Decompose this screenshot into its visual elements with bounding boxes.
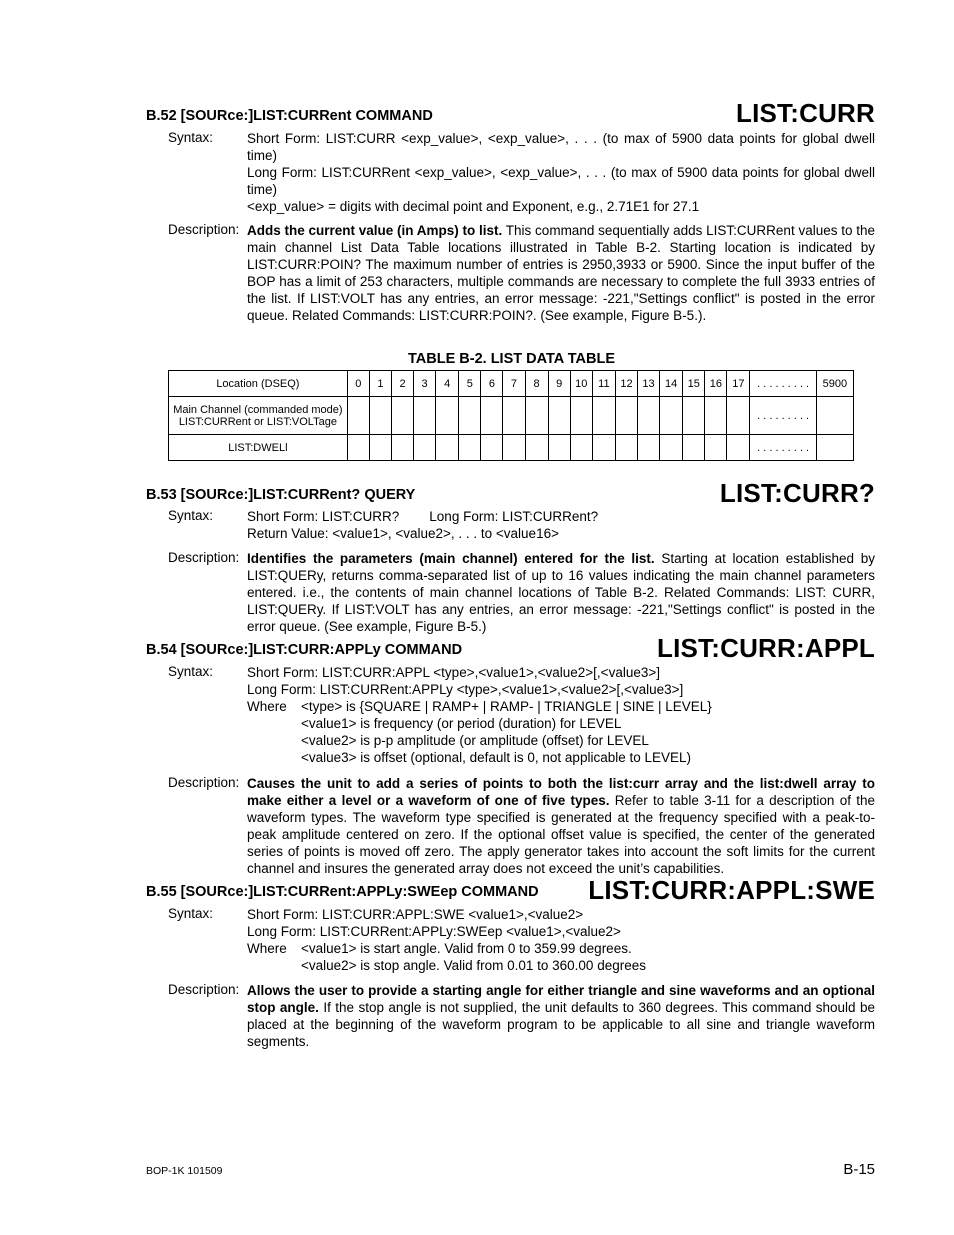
b52-description-label: Description: <box>168 222 240 237</box>
b55-description-body: If the stop angle is not supplied, the unit defaults to 360 degrees. This command should be placed at the beginning of the waveform program to be applicable to all sine and triangle waveform segments. <box>247 1000 875 1049</box>
table-col-header: 15 <box>683 371 705 397</box>
b52-exp-value: <exp_value> = digits with decimal point and Exponent, e.g., 2.71E1 for 27.1 <box>247 199 700 214</box>
table-cell <box>481 435 503 461</box>
b54-description <box>247 775 875 877</box>
table-col-header: 0 <box>347 371 369 397</box>
table-col-header: 8 <box>525 371 548 397</box>
table-cell <box>459 435 481 461</box>
list-data-table <box>168 370 854 461</box>
table-row-main-channel-label <box>169 397 348 435</box>
section-b54-heading: B.54 [SOURce:]LIST:CURR:APPLy COMMAND <box>146 642 463 658</box>
b53-syntax-label: Syntax: <box>168 508 214 523</box>
table-cell <box>548 435 570 461</box>
b53-description-lead: Identifies the parameters (main channel) entered for the list. <box>247 551 655 566</box>
table-col-header-ellipsis: . . . . . . . . . <box>750 371 816 397</box>
table-col-header: 10 <box>570 371 592 397</box>
table-cell <box>459 397 481 435</box>
section-b55-title: LIST:CURR:APPL:SWE <box>588 875 875 905</box>
table-col-header: 12 <box>615 371 637 397</box>
table-col-header: 16 <box>705 371 727 397</box>
b52-long-form: Long Form: LIST:CURRent <exp_value>, <exp_value>, . . . (to max of 5900 data points for global dwell time) <box>247 165 875 197</box>
table-cell <box>592 435 615 461</box>
b54-where-label: Where <box>247 699 287 714</box>
b53-description-label: Description: <box>168 550 240 565</box>
b53-syntax-forms: Short Form: LIST:CURR? Long Form: LIST:CURRent? <box>247 509 599 524</box>
table-cell <box>436 435 459 461</box>
b55-where-label: Where <box>247 941 287 956</box>
table-cell <box>503 397 525 435</box>
table-b2-title: TABLE B-2. LIST DATA TABLE <box>408 351 616 367</box>
table-col-header: 11 <box>592 371 615 397</box>
table-cell <box>548 397 570 435</box>
b55-description-lead: Allows the user to provide a starting angle for either triangle and sine waveforms and an optional stop angle. <box>247 983 875 1015</box>
section-b54-title: LIST:CURR:APPL <box>656 633 875 663</box>
table-cell <box>391 397 413 435</box>
table-col-header: 5900 <box>816 371 853 397</box>
b55-description <box>247 982 875 1050</box>
table-cell <box>347 397 369 435</box>
table-col-header: 14 <box>660 371 683 397</box>
table-col-header: 7 <box>503 371 525 397</box>
table-row-main-channel <box>169 397 854 435</box>
b52-description-lead: Adds the current value (in Amps) to list. <box>247 223 503 238</box>
b52-syntax-label: Syntax: <box>168 130 214 145</box>
b54-long-form: Long Form: LIST:CURRent:APPLy <type>,<value1>,<value2>[,<value3>] <box>247 682 684 697</box>
table-cell <box>683 397 705 435</box>
b54-where-value1: <value1> is frequency (or period (duration) for LEVEL <box>301 716 622 731</box>
table-cell-ellipsis: . . . . . . . . . <box>750 435 816 461</box>
table-col-header: 5 <box>459 371 481 397</box>
table-cell <box>660 435 683 461</box>
table-cell <box>391 435 413 461</box>
table-cell <box>369 397 391 435</box>
table-col-header: 13 <box>638 371 660 397</box>
table-col-header: 9 <box>548 371 570 397</box>
table-col-header: 6 <box>481 371 503 397</box>
table-cell <box>727 435 750 461</box>
table-col-header: 2 <box>391 371 413 397</box>
row-label-line: LIST:CURRent or LIST:VOLTage <box>178 415 337 428</box>
b52-description-body: This command sequentially adds LIST:CURRent values to the main channel List Data Table locations illustrated in Table B-2. Starting location is indicated by LIST:CURR:POIN? The maximum number of entries is 2950,3933 or 5900. Since the input buffer of the BOP has a limit of 253 characters, multiple commands are necessary to complete the full 3933 entries of the list. If LIST:VOLT has any entries, an error message: -221,"Settings conflict" is posted in the error queue. Related Commands: LIST:CURR:POIN?. (See example, Figure B-5.). <box>247 223 876 323</box>
b55-short-form: Short Form: LIST:CURR:APPL:SWE <value1>,<value2> <box>247 907 584 922</box>
table-cell <box>615 397 637 435</box>
table-header-row <box>169 371 854 397</box>
b54-description-label: Description: <box>168 775 240 790</box>
table-cell <box>638 435 660 461</box>
table-cell <box>592 397 615 435</box>
table-cell <box>570 435 592 461</box>
b52-short-form: Short Form: LIST:CURR <exp_value>, <exp_value>, . . . (to max of 5900 data points for global dwell time) <box>247 131 875 163</box>
b54-where-type: <type> is {SQUARE | RAMP+ | RAMP- | TRIANGLE | SINE | LEVEL} <box>301 699 712 714</box>
b54-description-body: Refer to table 3-11 for a description of the waveform types. The waveform type specified is generated at the frequency specified with a peak-to-peak amplitude centered on zero. If the optional offset value is specified, the center of the generated series of points is moved off zero. The apply generator takes into account the soft limits for the current channel and insures the generated array does not exceed the unit’s capabilities. <box>247 793 875 876</box>
table-cell <box>705 435 727 461</box>
b52-description <box>247 222 875 324</box>
table-col-header: 17 <box>727 371 750 397</box>
table-row-dwell-label: LIST:DWELl <box>169 435 348 461</box>
footer-doc-id: BOP-1K 101509 <box>146 1165 223 1177</box>
section-b53-title: LIST:CURR? <box>719 478 875 508</box>
table-col-header: 3 <box>414 371 436 397</box>
table-header-label: Location (DSEQ) <box>169 371 348 397</box>
section-b52-heading: B.52 [SOURce:]LIST:CURRent COMMAND <box>146 108 433 124</box>
table-cell <box>660 397 683 435</box>
table-cell <box>615 435 637 461</box>
table-cell <box>414 397 436 435</box>
table-cell <box>816 435 853 461</box>
table-cell <box>369 435 391 461</box>
table-cell <box>525 435 548 461</box>
b55-syntax-label: Syntax: <box>168 906 214 921</box>
table-cell <box>481 397 503 435</box>
b54-description-lead: Causes the unit to add a series of points to both the list:curr array and the list:dwell array to make either a level or a waveform of one of five types. <box>247 776 875 808</box>
table-cell <box>525 397 548 435</box>
b55-long-form: Long Form: LIST:CURRent:APPLy:SWEep <value1>,<value2> <box>247 924 621 939</box>
table-cell <box>436 397 459 435</box>
section-b52-title: LIST:CURR <box>735 98 875 128</box>
table-cell <box>347 435 369 461</box>
table-col-header: 4 <box>436 371 459 397</box>
section-b55-heading: B.55 [SOURce:]LIST:CURRent:APPLy:SWEep COMMAND <box>146 884 539 900</box>
table-cell-ellipsis: . . . . . . . . . <box>750 397 816 435</box>
b54-short-form: Short Form: LIST:CURR:APPL <type>,<value1>,<value2>[,<value3>] <box>247 665 660 680</box>
b55-where-value1: <value1> is start angle. Valid from 0 to 359.99 degrees. <box>301 941 632 956</box>
table-cell <box>683 435 705 461</box>
section-b53-heading: B.53 [SOURce:]LIST:CURRent? QUERY <box>146 487 416 503</box>
table-cell <box>570 397 592 435</box>
b54-where-value3: <value3> is offset (optional, default is 0, not applicable to LEVEL) <box>301 750 692 765</box>
table-cell <box>816 397 853 435</box>
table-row-dwell <box>169 435 854 461</box>
b54-syntax-label: Syntax: <box>168 664 214 679</box>
b53-description-body: Starting at location established by LIST:QUERy, returns comma-separated list of up to 16 values indicating the main channel parameters entered. i.e., the contents of main channel locations of Table B-2. Related Commands: LIST: CURR, LIST:QUERy. If LIST:VOLT has any entries, an error message: -221,"Settings conflict" is posted in the error queue. (See example, Figure B-5.) <box>247 551 876 634</box>
b53-description <box>247 550 875 635</box>
b55-description-label: Description: <box>168 982 240 997</box>
table-cell <box>727 397 750 435</box>
table-cell <box>503 435 525 461</box>
b54-where-value2: <value2> is p-p amplitude (or amplitude (offset) for LEVEL <box>301 733 649 748</box>
table-cell <box>638 397 660 435</box>
table-cell <box>705 397 727 435</box>
b55-where-value2: <value2> is stop angle. Valid from 0.01 to 360.00 degrees <box>301 958 646 973</box>
table-cell <box>414 435 436 461</box>
table-col-header: 1 <box>369 371 391 397</box>
b53-return-value: Return Value: <value1>, <value2>, . . . to <value16> <box>247 526 559 541</box>
row-label-line: Main Channel (commanded mode) <box>173 403 343 416</box>
footer-page-number: B-15 <box>843 1161 875 1178</box>
